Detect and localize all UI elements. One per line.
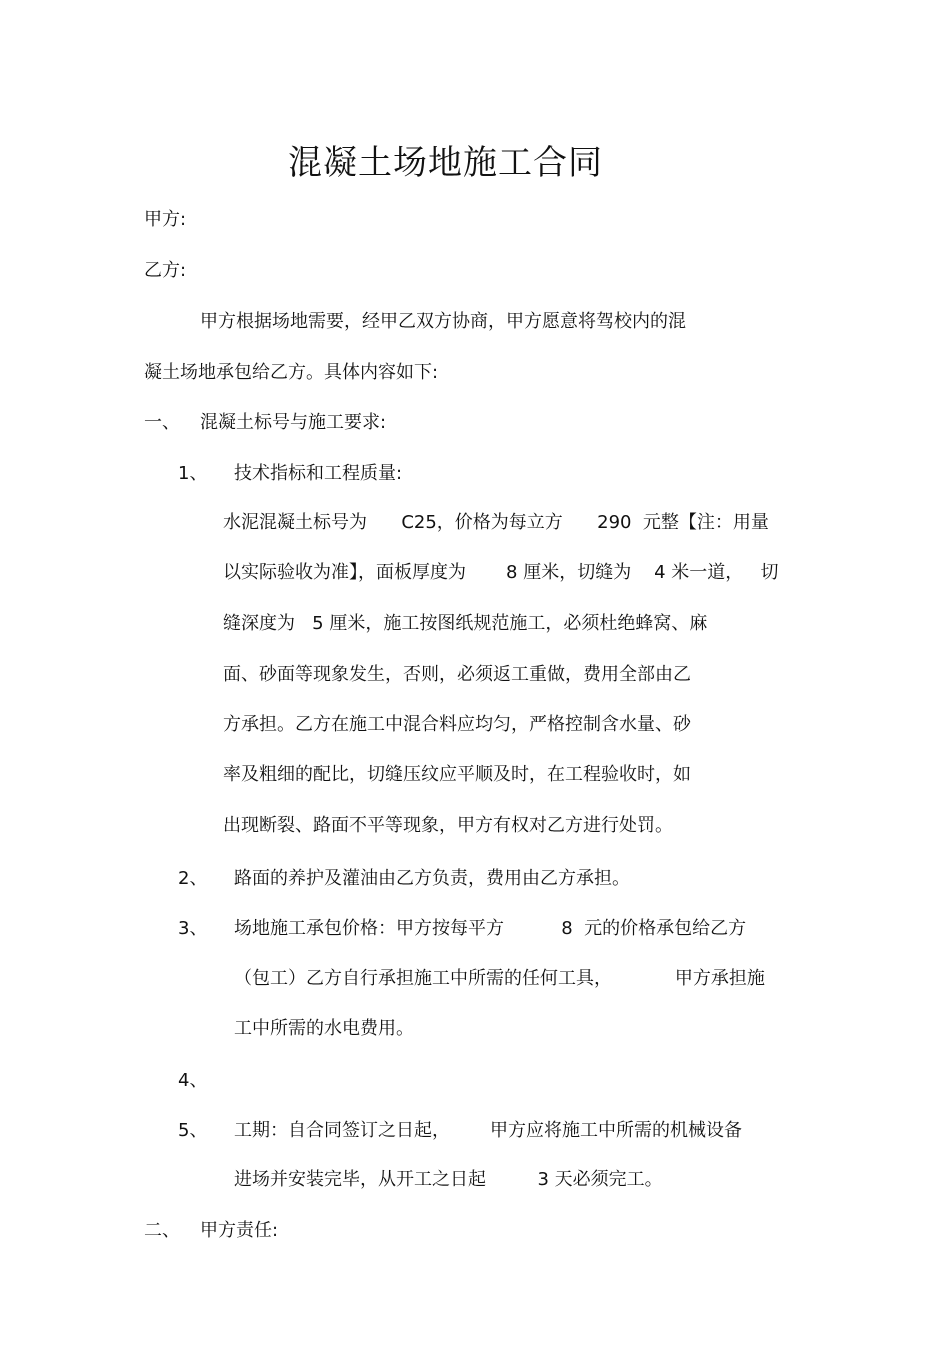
item-4-number: 4、 xyxy=(178,1070,208,1091)
item-1-line-6: 率及粗细的配比，切缝压纹应平顺及时，在工程验收时，如 xyxy=(223,764,691,785)
party-b-label: 乙方: xyxy=(144,260,187,281)
section-2-heading: 甲方责任: xyxy=(200,1220,279,1241)
item-5-number: 5、 xyxy=(178,1120,208,1141)
document-title: 混凝土场地施工合同 xyxy=(288,143,603,183)
item-3-line-1: 场地施工承包价格：甲方按每平方 8 元的价格承包给乙方 xyxy=(234,918,747,939)
item-1-line-5: 方承担。乙方在施工中混合料应均匀，严格控制含水量、砂 xyxy=(223,714,691,735)
item-5-line-1: 工期：自合同签订之日起， 甲方应将施工中所需的机械设备 xyxy=(234,1120,743,1141)
item-1-heading: 技术指标和工程质量: xyxy=(234,463,403,484)
section-2-number: 二、 xyxy=(144,1220,180,1241)
section-1-number: 一、 xyxy=(144,412,180,433)
item-1-line-3: 缝深度为 5 厘米，施工按图纸规范施工，必须杜绝蜂窝、麻 xyxy=(223,613,708,634)
intro-line-2: 凝土场地承包给乙方。具体内容如下: xyxy=(144,362,439,383)
item-1-line-4: 面、砂面等现象发生，否则，必须返工重做，费用全部由乙 xyxy=(223,664,691,685)
item-1-line-2: 以实际验收为准】，面板厚度为 8 厘米，切缝为 4 米一道， 切 xyxy=(223,562,779,583)
intro-line-1: 甲方根据场地需要，经甲乙双方协商，甲方愿意将驾校内的混 xyxy=(200,311,686,332)
item-2-line-1: 路面的养护及灌油由乙方负责，费用由乙方承担。 xyxy=(234,868,630,889)
item-1-number: 1、 xyxy=(178,463,208,484)
item-3-line-2: （包工）乙方自行承担施工中所需的任何工具， 甲方承担施 xyxy=(234,968,765,989)
item-2-number: 2、 xyxy=(178,868,208,889)
item-3-line-3: 工中所需的水电费用。 xyxy=(234,1018,414,1039)
item-3-number: 3、 xyxy=(178,918,208,939)
item-5-line-2: 进场并安装完毕，从开工之日起 3 天必须完工。 xyxy=(234,1169,663,1190)
item-1-line-1: 水泥混凝土标号为 C25，价格为每立方 290 元整【注：用量 xyxy=(223,512,769,533)
section-1-heading: 混凝土标号与施工要求: xyxy=(200,412,387,433)
party-a-label: 甲方: xyxy=(144,209,187,230)
item-1-line-7: 出现断裂、路面不平等现象，甲方有权对乙方进行处罚。 xyxy=(223,815,673,836)
